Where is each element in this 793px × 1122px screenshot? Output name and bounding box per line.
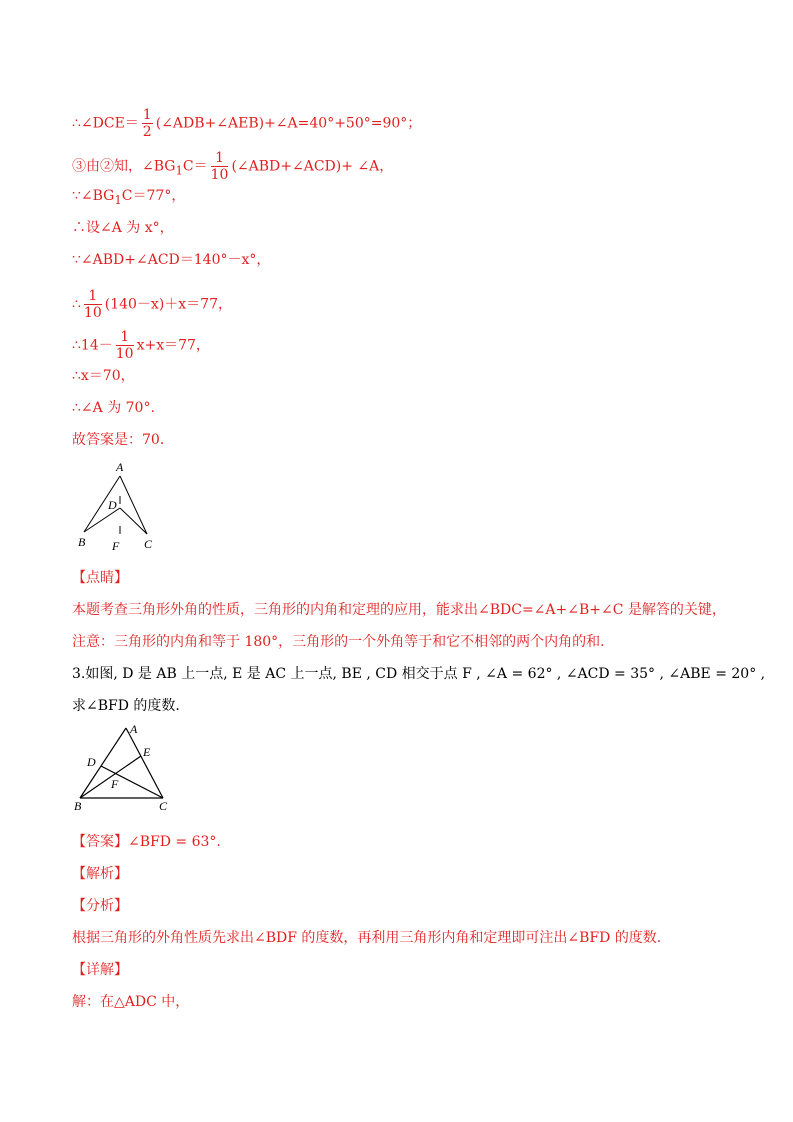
text: ∴∠DCE＝: [72, 115, 139, 132]
dianjing-line-1: 本题考查三角形外角的性质，三角形的内角和定理的应用，能求出∠BDC=∠A+∠B+∠C 是解答的关键，: [72, 602, 726, 618]
point-label-F: F: [112, 539, 120, 553]
solution-line-6: ∴ $\frac{1}{10}$ (140－x)＋x＝77，: [72, 288, 233, 321]
point-label-E: E: [143, 745, 151, 759]
solution-line-7: ∴14－ $\frac{1}{10}$ x+x＝77，: [72, 329, 210, 362]
solution-line-10: 故答案是：70．: [72, 432, 174, 448]
text: (∠ADB+∠AEB)+∠A=40°+50°=90°；: [155, 115, 422, 132]
dianjing-header: 【点睛】: [72, 570, 128, 586]
triangle-figure-1: [72, 458, 172, 554]
xiangjie-text: 解：在△ADC 中，: [72, 994, 190, 1010]
answer-header: 【答案】: [72, 834, 128, 850]
segment-DC: [120, 508, 147, 534]
solution-line-5: ∵∠ABD+∠ACD＝140°－x°，: [72, 252, 271, 268]
fenxi-header: 【分析】: [72, 898, 128, 914]
point-label-C: C: [159, 799, 168, 813]
question-3-line-2: 求∠BFD 的度数.: [72, 698, 180, 714]
segment-AC: [120, 476, 147, 534]
solution-line-9: ∴∠A 为 70°.: [72, 400, 155, 416]
solution-line-8: ∴x＝70，: [72, 368, 135, 384]
point-label-C: C: [144, 537, 153, 551]
solution-line-1: [72, 107, 421, 140]
point-label-B: B: [78, 535, 86, 549]
fraction: $\frac{1}{10}$: [83, 288, 102, 321]
point-label-F: F: [111, 777, 119, 791]
triangle-figure-2: [72, 720, 182, 814]
point-label-D: D: [87, 755, 96, 769]
fraction: $\frac{1}{10}$: [210, 150, 229, 183]
point-label-A: A: [130, 722, 138, 736]
fraction: $\frac{1}{10}$: [115, 329, 134, 362]
answer-line: [72, 833, 221, 851]
point-label-D: D: [108, 498, 117, 512]
dianjing-line-2: 注意：三角形的内角和等于 180°，三角形的一个外角等于和它不相邻的两个内角的和．: [72, 634, 615, 650]
jiexi-header: 【解析】: [72, 866, 128, 882]
fenxi-text: 根据三角形的外角性质先求出∠BDF 的度数，再利用三角形内角和定理即可注出∠BFD 的度数.: [72, 930, 662, 946]
question-3-line-1: 3.如图, D 是 AB 上一点, E 是 AC 上一点, BE , CD 相交于点 F , ∠A = 62° , ∠ACD = 35° , ∠ABE = 20° ,: [72, 666, 766, 682]
point-label-A: A: [116, 460, 124, 474]
solution-line-2: ③由②知，$\angle BG_1C=$ $\frac{1}{10}$ (∠ABD+∠ACD)+ ∠A，: [72, 150, 394, 183]
solution-line-3: $\because\angle BG_1C=77^\circ$，: [72, 188, 186, 207]
point-label-B: B: [74, 799, 82, 813]
fraction: $\frac{1}{2}$: [142, 107, 152, 140]
solution-line-4: ∴设∠A 为 x°，: [72, 220, 174, 236]
answer-text: ∠BFD = 63°.: [128, 834, 221, 850]
xiangjie-header: 【详解】: [72, 962, 128, 978]
